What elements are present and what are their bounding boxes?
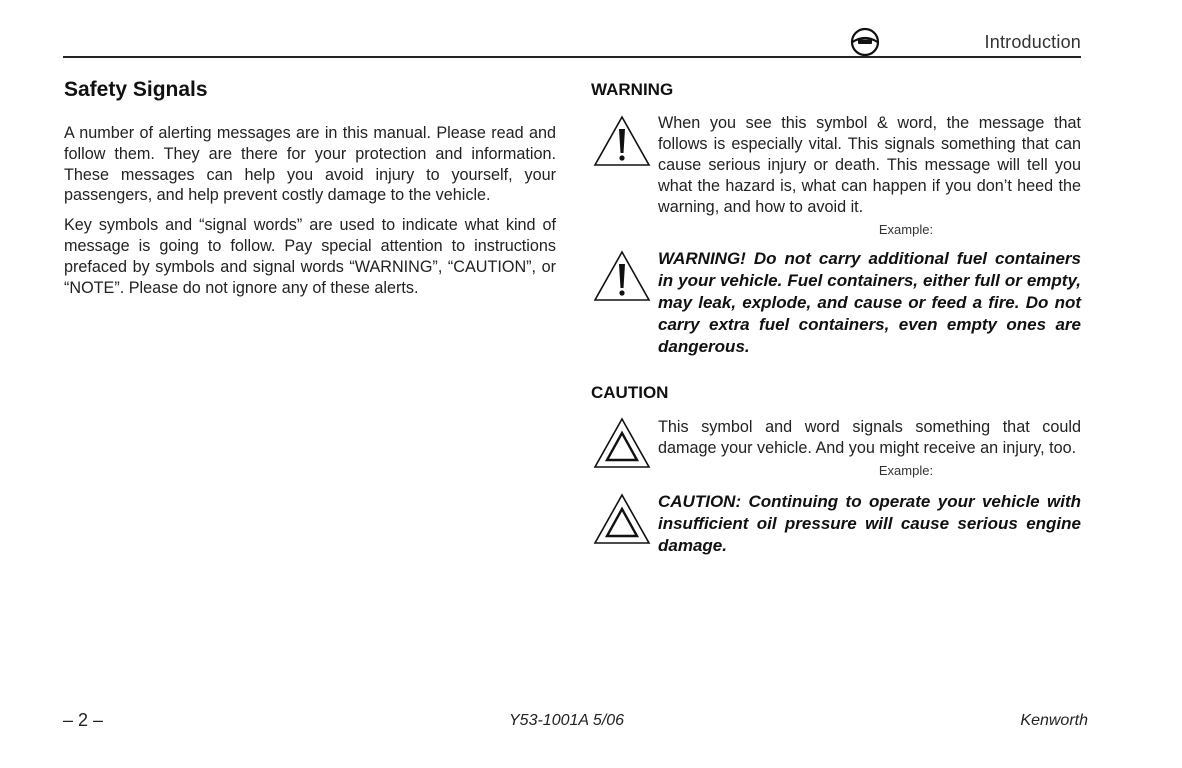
warning-description: When you see this symbol & word, the message that follows is especially vital. This signals something that can cause serious injury or death. This message will tell you what the hazard is, what can happen if you don’t heed the warning, and how to avoid it.: [658, 114, 1081, 216]
document-number: Y53-1001A 5/06: [509, 712, 625, 729]
intro-paragraph: A number of alerting messages are in this manual. Please read and follow them. They are there for your protection and information. These messages can help you avoid injury to yourself, your passengers, and help prevent costly damage to the vehicle.: [64, 124, 556, 205]
page-title: Safety Signals: [64, 78, 208, 101]
caution-description-block: [591, 417, 1081, 459]
caution-triangle-icon: [593, 417, 651, 469]
caution-description: This symbol and word signals something that could damage your vehicle. And you might receive an injury, too.: [658, 418, 1081, 457]
brand-name: Kenworth: [1020, 712, 1088, 729]
warning-example-text: WARNING! Do not carry additional fuel containers in your vehicle. Fuel containers, either full or empty, may leak, explode, and cause or feed a fire. Do not carry extra fuel containers, even empty ones are dangerous.: [658, 249, 1081, 356]
page-number: – 2 –: [63, 710, 104, 730]
caution-example-text: CAUTION: Continuing to operate your vehicle with insufficient oil pressure will cause serious engine damage.: [658, 492, 1081, 555]
caution-example-label: Example:: [878, 463, 934, 478]
warning-example-block: [591, 248, 1081, 358]
warning-triangle-icon: [593, 115, 651, 167]
section-title: Introduction: [984, 32, 1081, 52]
caution-heading: CAUTION: [591, 383, 669, 402]
caution-triangle-icon: [593, 493, 651, 545]
steering-wheel-icon: [849, 26, 881, 58]
warning-description-block: [591, 113, 1081, 218]
header-divider: [63, 56, 1081, 58]
warning-heading: WARNING: [591, 80, 674, 99]
signals-column: [591, 80, 1081, 557]
signal-words-paragraph: Key symbols and “signal words” are used to indicate what kind of message is going to follow. Pay special attention to instructions prefaced by symbols and signal words “WARNING”, “CAUTION”, or “NOTE”. Please do not ignore any of these alerts.: [64, 216, 556, 297]
caution-example-block: [591, 491, 1081, 557]
intro-column: [64, 78, 556, 307]
warning-triangle-icon: [593, 250, 651, 302]
warning-example-label: Example:: [878, 222, 934, 237]
